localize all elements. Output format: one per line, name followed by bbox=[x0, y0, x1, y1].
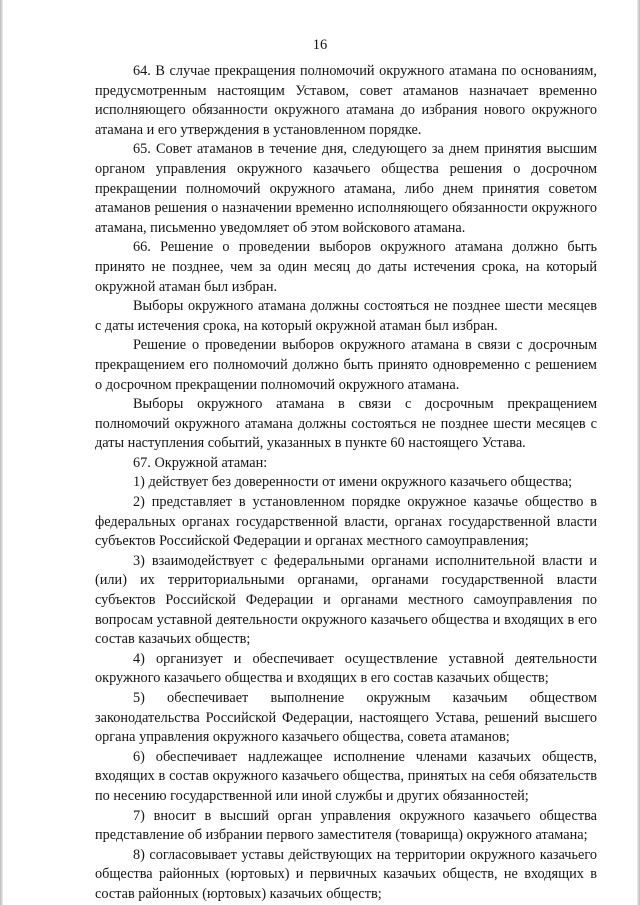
list-item-5: 5) обеспечивает выполнение окружным казачьим обществом законодательства Российской Федерации, настоящего Устава, решений высшего органа управления окружного казачьего общества, совета атаманов; bbox=[95, 690, 597, 746]
paragraph-65: 65. Совет атаманов в течение дня, следующего за днем принятия высшим органом управления окружного казачьего общества решения о досрочном прекращении полномочий окружного атамана, либо днем принятия советом атаманов решения о назначении временно исполняющего обязанности окружного атамана, письменно уведомляет об этом войскового атамана. bbox=[95, 141, 597, 236]
paragraph-66: 66. Решение о проведении выборов окружного атамана должно быть принято не позднее, чем за один месяц до даты истечения срока, на который окружной атаман был избран. bbox=[95, 239, 597, 295]
list-item-6: 6) обеспечивает надлежащее исполнение членами казачьих обществ, входящих в состав окружного казачьего общества, принятых на себя обязательств по несению государственной или иной службы и других обязанностей; bbox=[95, 748, 597, 804]
list-item-2: 2) представляет в установленном порядке окружное казачье общество в федеральных органах государственной власти, органах государственной власти субъектов Российской Федерации и органах местного самоуправления; bbox=[95, 494, 597, 550]
list-item-8: 8) согласовывает уставы действующих на территории окружного казачьего общества районных (юртовых) и первичных казачьих обществ, не входящих в состав районных (юртовых) казачьих обществ; bbox=[95, 846, 597, 902]
document-body bbox=[95, 62, 597, 905]
list-item-3: 3) взаимодействует с федеральными органами исполнительной власти и (или) их территориальными органами, органами государственной власти субъектов Российской Федерации и органами местного самоуправления по вопросам уставной деятельности окружного казачьего общества и входящих в его состав казачьих обществ; bbox=[95, 552, 597, 648]
list-item-7: 7) вносит в высший орган управления окружного казачьего общества представление об избрании первого заместителя (товарища) окружного атамана; bbox=[95, 807, 597, 844]
paragraph-67-heading: 67. Окружной атаман: bbox=[133, 454, 268, 471]
paragraph-66-elections-deadline: Выборы окружного атамана должны состояться не позднее шести месяцев с даты истечения срока, на который окружной атаман был избран. bbox=[95, 298, 597, 334]
paragraph-66-early-termination-elections: Выборы окружного атамана в связи с досрочным прекращением полномочий окружного атамана должны состояться не позднее шести месяцев с даты наступления событий, указанных в пункте 60 настоящего Устава. bbox=[95, 396, 597, 452]
paragraph-64: 64. В случае прекращения полномочий окружного атамана по основаниям, предусмотренным настоящим Уставом, совет атаманов назначает временно исполняющего обязанности окружного атамана до избрания нового окружного атамана и его утверждения в установленном порядке. bbox=[95, 63, 597, 138]
scan-edge-left bbox=[0, 0, 3, 905]
page-number: 16 bbox=[312, 37, 328, 53]
list-item-1: 1) действует без доверенности от имени окружного казачьего общества; bbox=[133, 474, 573, 491]
list-item-4: 4) организует и обеспечивает осуществление уставной деятельности окружного казачьего общества и входящих в его состав казачьих обществ; bbox=[95, 650, 597, 687]
paragraph-66-early-termination-decision: Решение о проведении выборов окружного атамана в связи с досрочным прекращением его полномочий должно быть принято одновременно с решением о досрочном прекращении полномочий окружного атамана. bbox=[95, 337, 597, 393]
